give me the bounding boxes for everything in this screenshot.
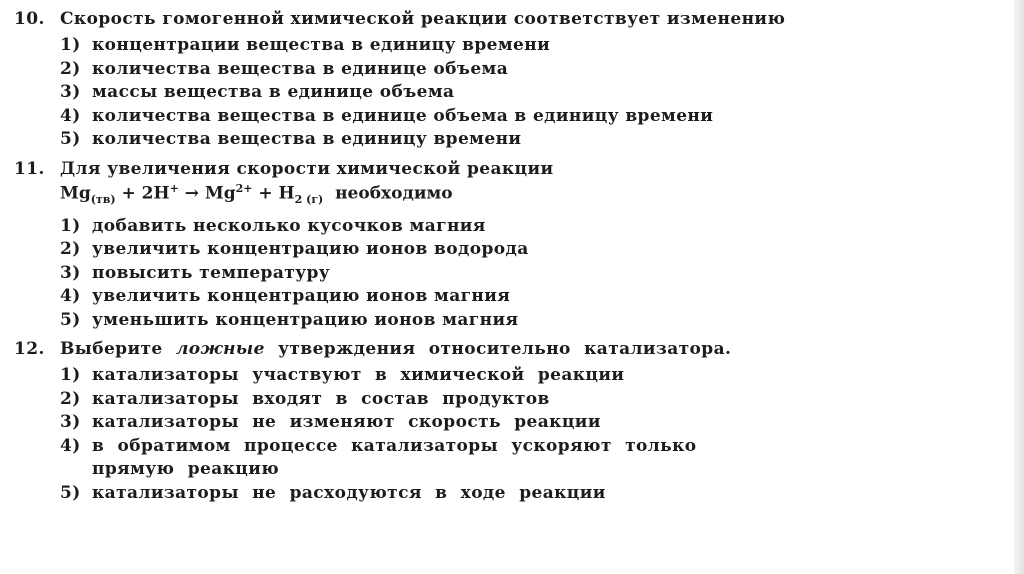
answer-text: катализаторы участвуют в химической реакции: [92, 365, 625, 386]
answer-option[interactable]: [60, 34, 994, 58]
question-number: 12.: [14, 339, 45, 360]
formula-mg-charge: 2+: [235, 181, 253, 195]
answer-number: 1): [60, 215, 81, 236]
answer-option[interactable]: [60, 262, 994, 286]
formula-tail: необходимо: [323, 183, 453, 204]
answer-number: 2): [60, 388, 81, 409]
page-edge-shadow: [1014, 0, 1024, 574]
quiz-page: [14, 8, 994, 511]
formula-mg: Mg: [60, 183, 91, 204]
answer-option[interactable]: [60, 81, 994, 105]
answer-option[interactable]: [60, 482, 994, 506]
answer-text: количества вещества в единице объема в единицу времени: [92, 105, 714, 126]
question-number: 11.: [14, 158, 45, 179]
answer-text: катализаторы не изменяют скорость реакции: [92, 412, 601, 433]
answer-text: количества вещества в единицу времени: [92, 129, 522, 149]
answer-text: увеличить концентрацию ионов водорода: [92, 239, 529, 260]
answer-option[interactable]: [60, 238, 994, 262]
answer-option[interactable]: [60, 435, 994, 482]
formula-h-charge: +: [169, 181, 179, 195]
question-header: [14, 158, 994, 180]
answer-number: 1): [60, 35, 81, 55]
question-11: [14, 158, 994, 333]
answer-option[interactable]: [60, 128, 994, 152]
answer-number: 5): [60, 482, 81, 503]
reaction-equation: [14, 178, 994, 211]
question-text-italic: ложные: [175, 339, 265, 360]
answer-number: 5): [60, 129, 81, 149]
formula-h2-state: 2 (г): [294, 192, 324, 206]
answer-text: массы вещества в единице объема: [92, 82, 455, 102]
answer-text: в обратимом процессе катализаторы ускоряют только прямую реакцию: [92, 435, 697, 480]
answer-text: катализаторы входят в состав продуктов: [92, 388, 550, 409]
answer-option[interactable]: [60, 388, 994, 412]
formula-mg-state: (тв): [90, 192, 116, 206]
question-text: Скорость гомогенной химической реакции соответствует изменению: [60, 9, 786, 29]
answer-number: 5): [60, 309, 81, 330]
answer-option[interactable]: [60, 58, 994, 82]
question-number: 10.: [14, 9, 45, 29]
answer-option[interactable]: [60, 105, 994, 129]
answer-list: [14, 34, 994, 152]
answer-text: уменьшить концентрацию ионов магния: [92, 309, 519, 330]
answer-text: концентрации вещества в единицу времени: [92, 35, 551, 55]
question-12: [14, 338, 994, 505]
formula-plus-h2: + H: [252, 183, 295, 204]
answer-option[interactable]: [60, 215, 994, 239]
answer-number: 2): [60, 58, 81, 79]
answer-text: увеличить концентрацию ионов магния: [92, 286, 511, 307]
question-header: [14, 8, 994, 30]
question-header: [14, 338, 994, 360]
answer-number: 4): [60, 286, 81, 307]
answer-text: добавить несколько кусочков магния: [92, 215, 486, 236]
answer-option[interactable]: [60, 285, 994, 309]
answer-option[interactable]: [60, 411, 994, 435]
answer-list: [14, 215, 994, 333]
question-text-before: Выберите: [60, 339, 176, 360]
answer-number: 3): [60, 262, 81, 283]
question-text-after: утверждения относительно катализатора.: [264, 339, 732, 360]
answer-text: количества вещества в единице объема: [92, 58, 509, 79]
answer-number: 4): [60, 105, 81, 126]
answer-option[interactable]: [60, 364, 994, 388]
question-text: Для увеличения скорости химической реакции: [60, 158, 554, 179]
answer-list: [14, 364, 994, 505]
answer-text: катализаторы не расходуются в ходе реакции: [92, 482, 606, 503]
answer-option[interactable]: [60, 309, 994, 333]
answer-number: 3): [60, 412, 81, 433]
answer-number: 4): [60, 435, 81, 456]
formula-plus-h: + 2H: [115, 183, 170, 204]
formula-arrow-mg: → Mg: [178, 183, 236, 204]
answer-number: 1): [60, 365, 81, 386]
answer-text: повысить температуру: [92, 262, 331, 283]
answer-number: 2): [60, 239, 81, 260]
question-10: [14, 8, 994, 152]
answer-number: 3): [60, 82, 81, 102]
question-text: [60, 338, 994, 360]
